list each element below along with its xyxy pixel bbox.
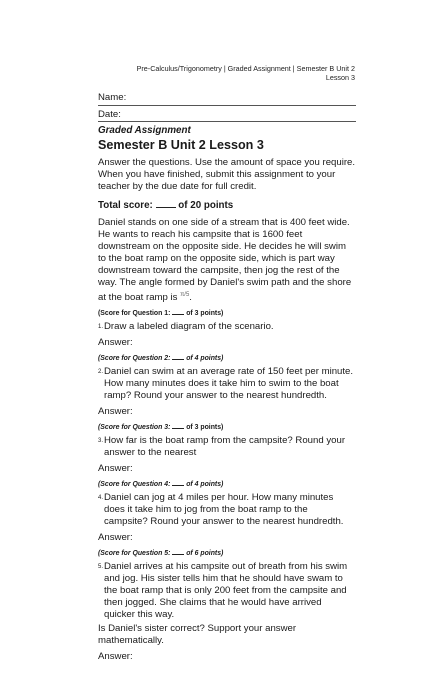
total-score xyxy=(98,199,356,212)
answer-2-label: Answer: xyxy=(98,406,133,418)
answer-3-label: Answer: xyxy=(98,463,133,475)
question-3-text: How far is the boat ramp from the campsite? Round your answer to the nearest xyxy=(104,435,346,459)
score-question-3 xyxy=(98,422,356,432)
assignment-body xyxy=(98,125,356,666)
score-question-1 xyxy=(98,308,356,318)
date-label: Date: xyxy=(98,109,121,120)
score-2-suffix: of 4 points) xyxy=(186,355,224,363)
score-3-blank[interactable] xyxy=(172,422,184,429)
score-2-prefix: (Score for Question 2: xyxy=(98,355,171,363)
score-5-suffix: of 6 points) xyxy=(186,550,224,558)
score-4-blank[interactable] xyxy=(172,479,184,486)
question-4 xyxy=(98,492,356,528)
question-1-text: Draw a labeled diagram of the scenario. xyxy=(104,321,274,333)
question-2 xyxy=(98,366,356,402)
question-4-text: Daniel can jog at 4 miles per hour. How many minutes does it take him to jog from the boat ramp to the campsite? Round your answer to the nearest hundredth. xyxy=(104,492,344,528)
question-5-followup: Is Daniel's sister correct? Support your answer mathematically. xyxy=(98,623,297,647)
score-1-blank[interactable] xyxy=(172,308,184,315)
score-3-suffix: of 3 points) xyxy=(186,424,224,432)
score-1-prefix: (Score for Question 1: xyxy=(98,310,171,318)
scenario-text: Daniel stands on one side of a stream that is 400 feet wide. He wants to reach his campsite that is 1600 feet downstream on the opposite side. He decides he will swim to the boat ramp on the opposite side, which is part way downstream toward the campsite, then jog the rest of the way. The angle formed by Daniel's swim path and the shore at the boat ramp is $^{\pi/5}$. xyxy=(98,217,352,304)
score-2-blank[interactable] xyxy=(172,353,184,360)
scenario-body: Daniel stands on one side of a stream that is 400 feet wide. He wants to reach his campsite that is 1600 feet downstream on the opposite side. He decides he will swim to the boat ramp on the opposite side, which is part way downstream toward the campsite, then jog the rest of the way. The angle formed by Daniel's swim path and the shore at the boat ramp is xyxy=(98,217,352,304)
question-2-number: 2. xyxy=(98,369,104,376)
score-question-5 xyxy=(98,548,356,558)
score-question-2 xyxy=(98,353,356,363)
document-header xyxy=(100,64,355,82)
score-3-prefix: (Score for Question 3: xyxy=(98,424,171,432)
question-3-number: 3. xyxy=(98,438,104,445)
question-2-text: Daniel can swim at an average rate of 150 feet per minute. How many minutes does it take him to swim to the boat ramp? Round your answer to the nearest hundredth. xyxy=(104,366,354,402)
name-field[interactable] xyxy=(98,105,356,106)
page-title: Semester B Unit 2 Lesson 3 xyxy=(98,138,264,152)
total-score-label: Total score: xyxy=(98,200,153,211)
score-5-prefix: (Score for Question 5: xyxy=(98,550,171,558)
score-question-4 xyxy=(98,479,356,489)
answer-4-label: Answer: xyxy=(98,532,133,544)
angle-symbol: π/5 xyxy=(180,292,190,298)
instructions: Answer the questions. Use the amount of space you require. When you have finished, submit this assignment to your teacher by the due date for full credit. xyxy=(98,157,356,192)
question-4-number: 4. xyxy=(98,495,104,502)
question-1-number: 1. xyxy=(98,324,104,331)
answer-1-label: Answer: xyxy=(98,337,133,349)
total-score-suffix: of 20 points xyxy=(178,200,234,211)
question-5-text: Daniel arrives at his campsite out of breath from his swim and jog. His sister tells him that he should have swam to the boat ramp that is only 200 feet from the campsite and then jogged. She claims that he would have arrived quicker this way. xyxy=(104,561,348,621)
score-5-blank[interactable] xyxy=(172,548,184,555)
score-4-suffix: of 4 points) xyxy=(186,481,224,489)
question-1 xyxy=(98,321,356,333)
section-heading: Graded Assignment xyxy=(98,125,191,136)
question-5-number: 5. xyxy=(98,564,104,571)
question-5 xyxy=(98,561,356,621)
name-label: Name: xyxy=(98,92,127,103)
score-4-prefix: (Score for Question 4: xyxy=(98,481,171,489)
total-score-blank[interactable] xyxy=(156,199,176,208)
header-course-line: Pre-Calculus/Trigonometry | Graded Assignment | Semester B Unit 2 xyxy=(136,64,355,73)
score-1-suffix: of 3 points) xyxy=(186,310,224,318)
header-lesson-line: Lesson 3 xyxy=(325,73,355,82)
date-field[interactable] xyxy=(98,121,356,122)
question-3 xyxy=(98,435,356,459)
answer-5-label: Answer: xyxy=(98,651,133,663)
